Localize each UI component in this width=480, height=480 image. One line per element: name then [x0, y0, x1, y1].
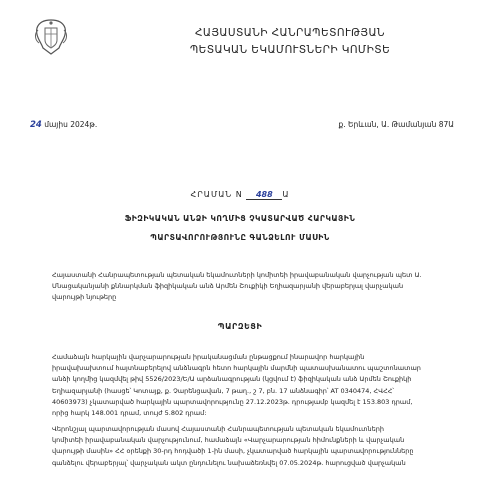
order-number: 488	[246, 190, 282, 200]
paragraph-line: վարույթի մասին» ՀՀ օրենքի 30-րդ հոդվածի 1-ին մասի, չկատարված հարկային պարտավորությունները	[52, 447, 414, 456]
paragraph-line: Եղիազարյանի (հասցե՝ Կոտայք, ք. Չարենցավան, 7 թաղ., շ 7, բն. 17 անձնագիր՝ AT 0340474, ՀՎՀՀ՝	[52, 386, 394, 395]
paragraph-line: անձի կողմից կազմվել թիվ 5526/2023/Ե/Ա արձանագրության (կցվում է) ֆիզիկական անձ Արմեն Շուքիկի	[52, 375, 412, 384]
order-label: ՀՐԱՄԱՆ N	[190, 190, 243, 199]
decided-heading: ՊԱՐԶԵՑԻ	[217, 322, 263, 331]
committee-name-line2: ՊԵՏԱԿԱՆ ԵԿԱՄՈՒՏՆԵՐԻ ԿՈՄԻՏԵ	[189, 44, 391, 56]
intro-line: Մնացականյանի քննարկման ֆիզիկական անձ Արմեն Շուքիկի Եղիազարյանի վերաբերյալ վարչական	[52, 282, 404, 291]
order-suffix: Ա	[282, 190, 290, 199]
handwritten-day: 24	[30, 120, 42, 130]
committee-name-line1: ՀԱՅԱՍՏԱՆԻ ՀԱՆՐԱՊԵՏՈՒԹՅԱՆ	[195, 27, 385, 39]
paragraph-line: որից հարկ 148.001 դրամ, տույժ 5.802 դրամ:	[52, 409, 207, 418]
date-text: մայիս 2024թ.	[44, 120, 98, 129]
paragraph-line: իրավախախտում հայտնաբերելով անձնագրն հետո հարկային մարմնի պատասխանատու պաշտոնատար	[52, 364, 421, 373]
intro-line: Հայաստանի Հանրապետության պետական եկամուտների կոմիտեի իրավաբանական վարչության պետ Ա.	[52, 271, 422, 279]
document-date	[30, 120, 97, 130]
paragraph-line: գանձելու վերաբերյալ՝ վարչական ակտ ընդունելու նախաձեռնվել 07.05.2024թ. հարուցված վարչական	[52, 458, 406, 467]
paragraph-line: կոմիտեի իրավաբանական վարչությունում, համաձայն «Վարչարարության հիմունքների և վարչական	[52, 436, 405, 445]
intro-line: վարույթի նյութերը	[52, 293, 117, 302]
document-place: ք. Երևան, Ա. Թամանյան 87Ա	[338, 120, 454, 129]
body-paragraph-1	[30, 352, 452, 419]
body-paragraph-2	[30, 424, 452, 469]
subject-line2: ՊԱՐՏԱՎՈՐՈՒԹՅՈՒՆԸ ԳԱՆՁԵԼՈՒ ՄԱՍԻՆ	[150, 233, 330, 242]
paragraph-line: Համաձայն հարկային վարչարարության իրականացման ընթացքում ինարավոր հարկային	[52, 353, 365, 361]
paragraph-line: Վերոնշյալ պարտավորության մասով Հայաստանի Հանրապետության պետական եկամուտների	[52, 425, 384, 433]
coat-of-arms-icon	[33, 18, 69, 56]
subject-line1: ՖԻԶԻԿԱԿԱՆ ԱՆՁԻ ԿՈՂՄԻՑ ՉԿԱՏԱՐՎԱԾ ՀԱՐԿԱՅԻՆ	[124, 214, 356, 223]
order-heading	[0, 190, 480, 200]
intro-paragraph	[30, 270, 452, 304]
paragraph-line: 40603973) չկատարված հարկային պարտավորությունը 27.12.2023թ. դրությամբ կազմել է 153.803 դրամ,	[52, 397, 413, 406]
